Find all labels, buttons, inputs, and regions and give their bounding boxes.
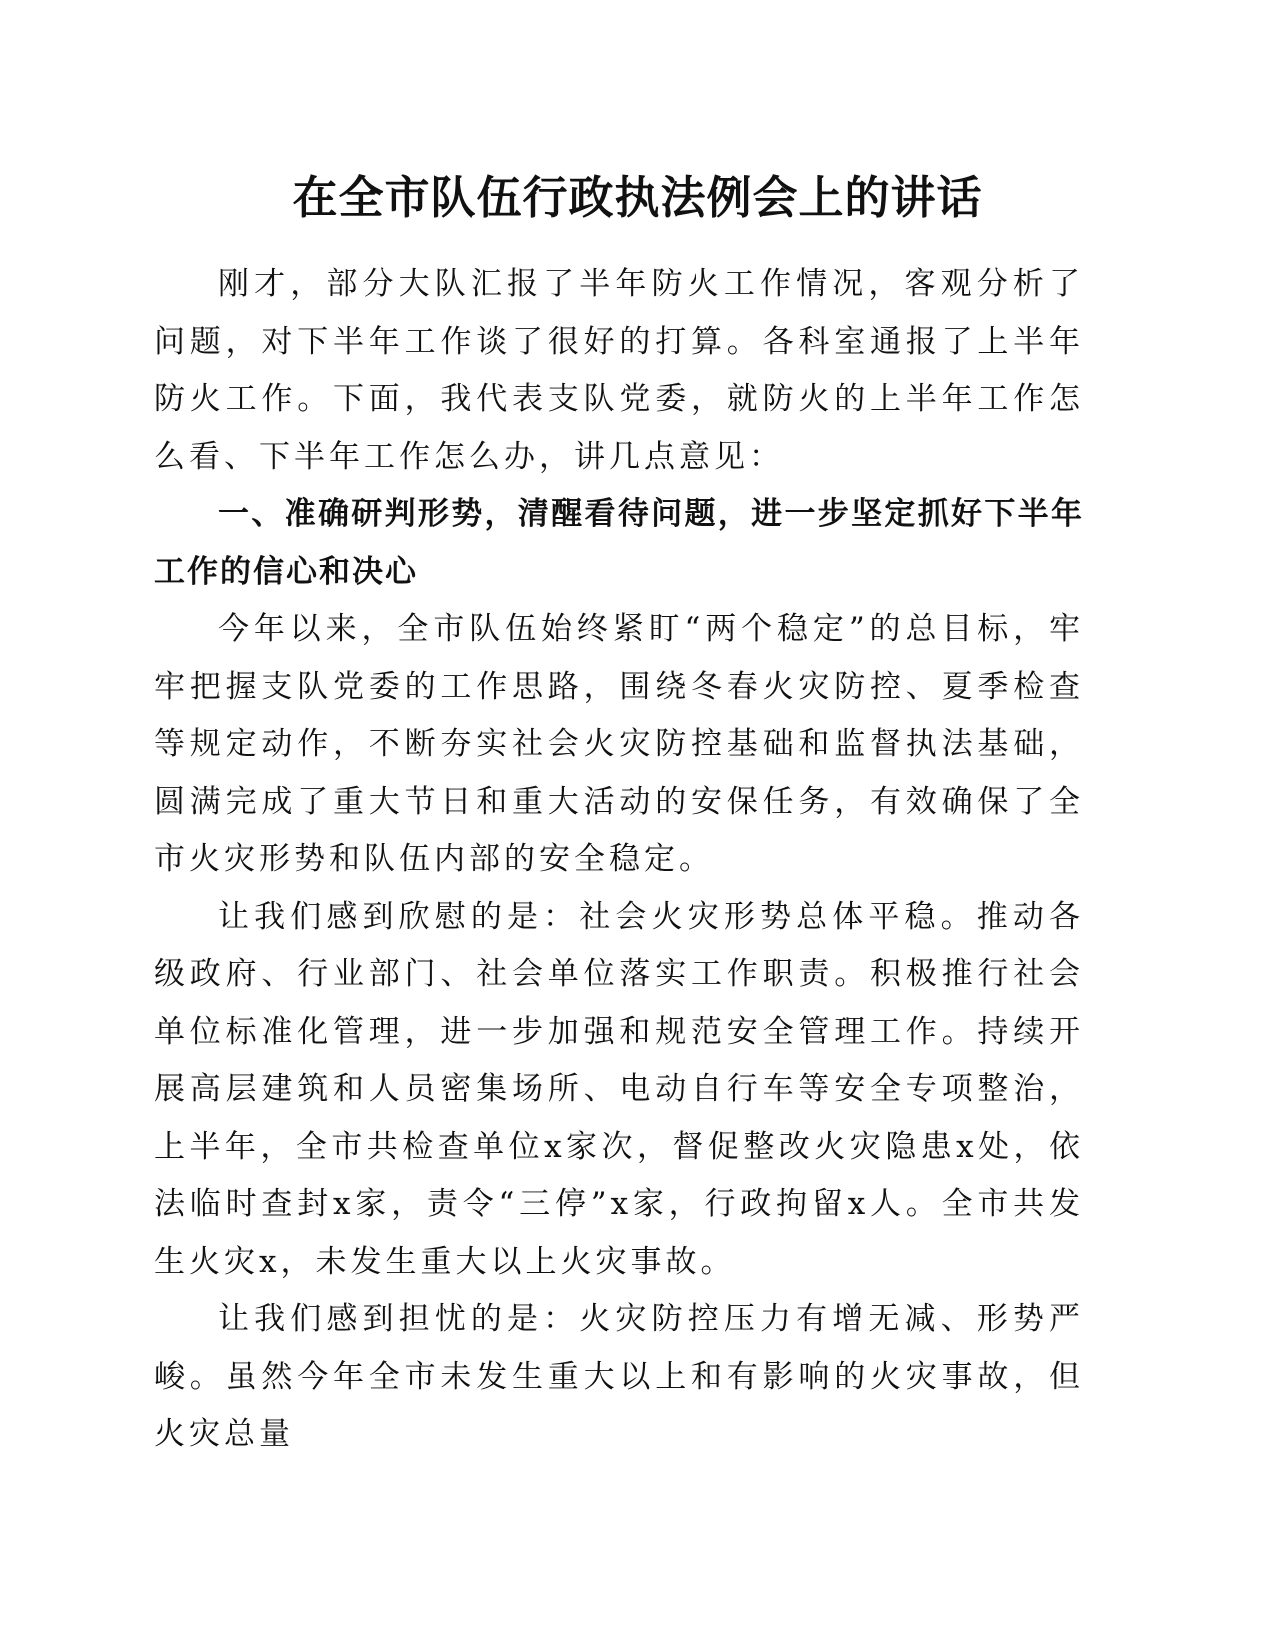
paragraph-overview: 今年以来，全市队伍始终紧盯“两个稳定”的总目标，牢牢把握支队党委的工作思路，围绕冬春火灾防控、夏季检查等规定动作，不断夯实社会火灾防控基础和监督执法基础，圆满完成了重大节日和重大活动的安保任务，有效确保了全市火灾形势和队伍内部的安全稳定。 bbox=[154, 611, 1084, 877]
paragraph-intro: 刚才，部分大队汇报了半年防火工作情况，客观分析了问题，对下半年工作谈了很好的打算。各科室通报了上半年防火工作。下面，我代表支队党委，就防火的上半年工作怎么看、下半年工作怎么办，讲几点意见： bbox=[154, 266, 1084, 475]
document-body bbox=[154, 256, 1084, 1464]
document-title: 在全市队伍行政执法例会上的讲话 bbox=[292, 171, 983, 224]
paragraph-gratified: 让我们感到欣慰的是：社会火灾形势总体平稳。推动各级政府、行业部门、社会单位落实工作职责。积极推行社会单位标准化管理，进一步加强和规范安全管理工作。持续开展高层建筑和人员密集场所、电动自行车等安全专项整治，上半年，全市共检查单位x家次，督促整改火灾隐患x处，依法临时查封x家，责令“三停”x家，行政拘留x人。全市共发生火灾x，未发生重大以上火灾事故。 bbox=[154, 898, 1084, 1280]
section-heading-1: 一、准确研判形势，清醒看待问题，进一步坚定抓好下半年工作的信心和决心 bbox=[154, 496, 1084, 590]
paragraph-concerned: 让我们感到担忧的是：火灾防控压力有增无减、形势严峻。虽然今年全市未发生重大以上和有影响的火灾事故，但火灾总量 bbox=[154, 1301, 1084, 1452]
